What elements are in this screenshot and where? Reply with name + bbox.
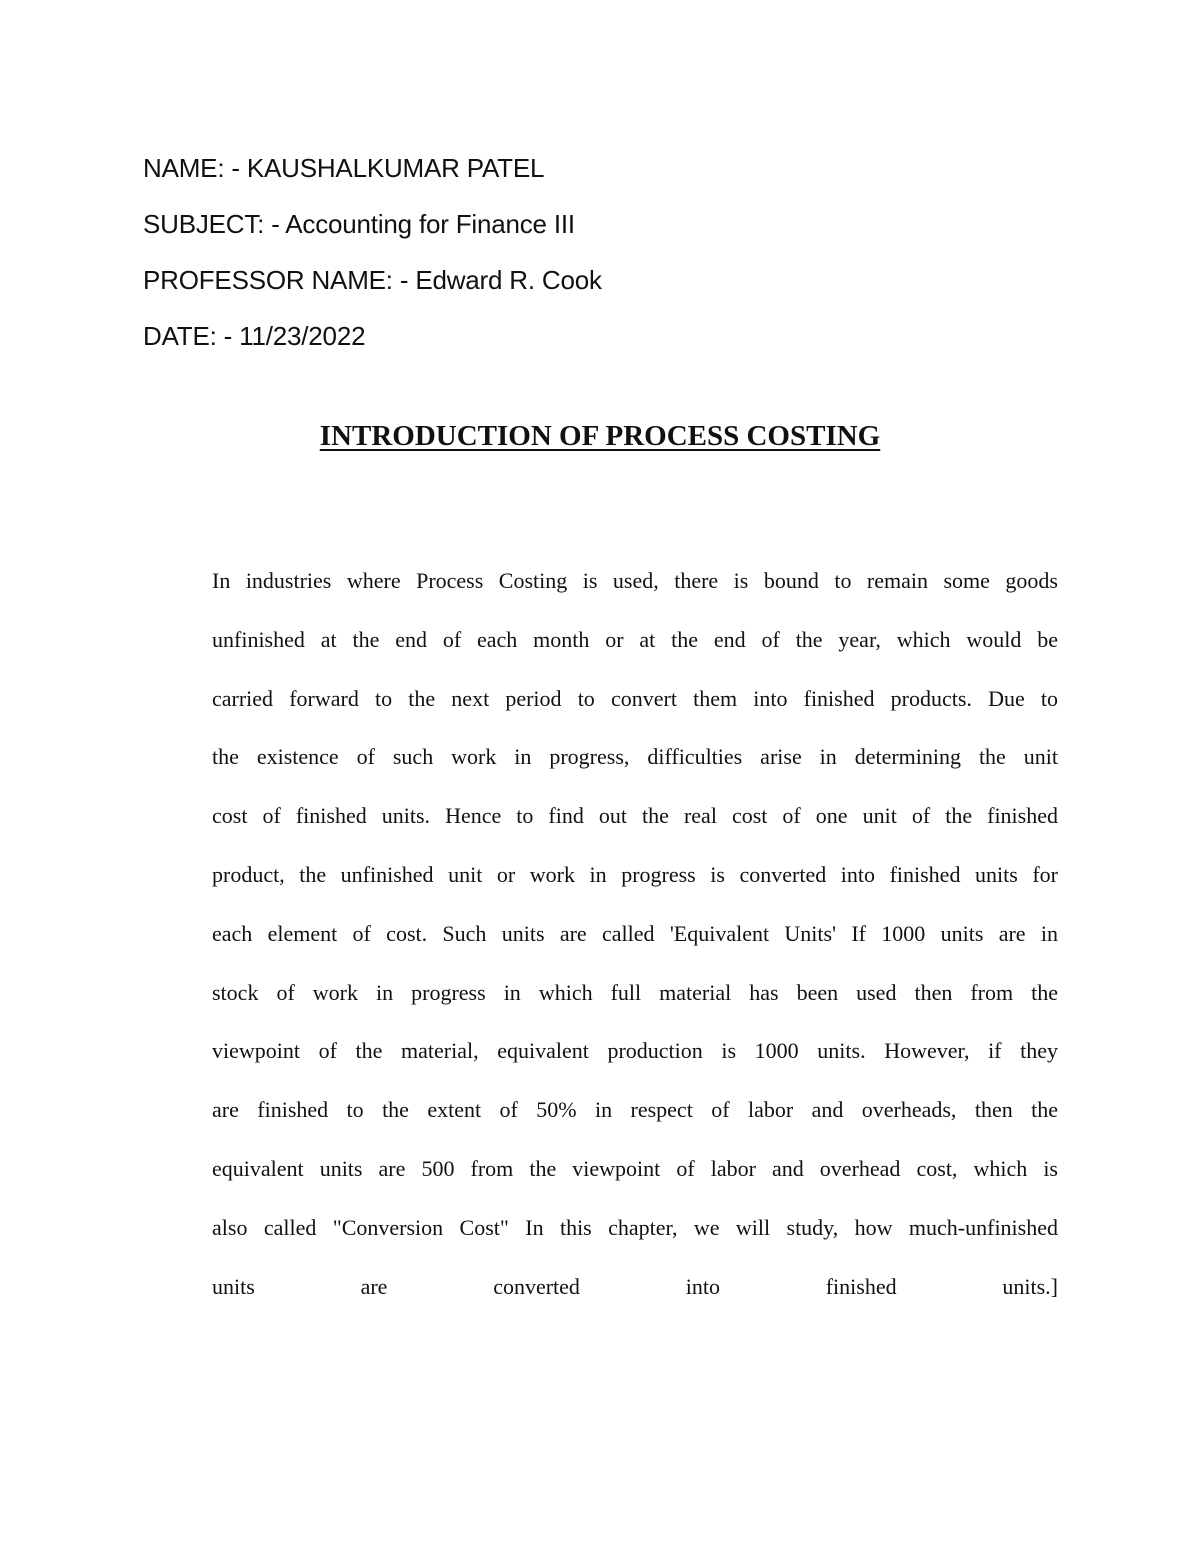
paragraph-line: the existence of such work in progress, difficulties arise in determining the unit — [212, 744, 1058, 770]
document-title: INTRODUCTION OF PROCESS COSTING — [319, 420, 881, 452]
paragraph-line: each element of cost. Such units are called 'Equivalent Units' If 1000 units are in — [212, 920, 1058, 946]
student-name: NAME: - KAUSHALKUMAR PATEL — [143, 153, 545, 183]
paragraph-line: equivalent units are 500 from the viewpoint of labor and overhead cost, which is — [212, 1155, 1058, 1181]
paragraph-line: product, the unfinished unit or work in progress is converted into finished units for — [212, 861, 1058, 887]
date-line: DATE: - 11/23/2022 — [143, 321, 366, 351]
paragraph-line: stock of work in progress in which full material has been used then from the — [212, 979, 1058, 1005]
subject-line: SUBJECT: - Accounting for Finance III — [143, 209, 575, 239]
paragraph-line: viewpoint of the material, equivalent production is 1000 units. However, if they — [212, 1038, 1058, 1064]
paragraph-line: are finished to the extent of 50% in respect of labor and overheads, then the — [212, 1097, 1058, 1123]
professor-name: PROFESSOR NAME: - Edward R. Cook — [143, 265, 602, 295]
paragraph-line: unfinished at the end of each month or at the end of the year, which would be — [212, 626, 1058, 652]
paragraph-line: carried forward to the next period to convert them into finished products. Due to — [212, 685, 1058, 711]
paragraph-line: In industries where Process Costing is used, there is bound to remain some goods — [212, 568, 1058, 593]
paragraph-line: also called "Conversion Cost" In this chapter, we will study, how much-unfinished — [212, 1214, 1058, 1240]
paragraph-line: units are converted into finished units.] — [212, 1273, 1058, 1299]
paragraph-line: cost of finished units. Hence to find out the real cost of one unit of the finished — [212, 803, 1058, 829]
body-paragraph — [212, 552, 1058, 1316]
header-block — [143, 140, 1043, 364]
